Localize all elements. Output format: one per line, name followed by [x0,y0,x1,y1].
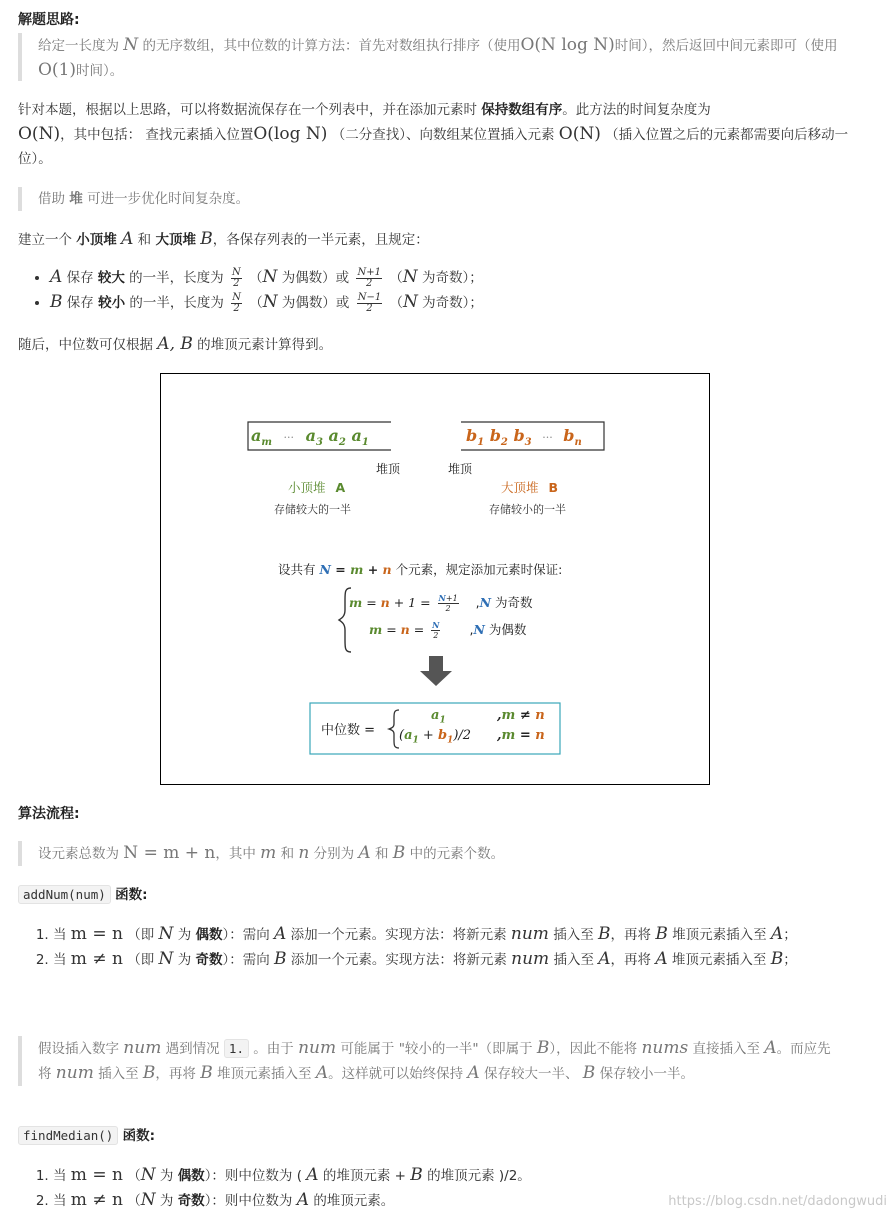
heap-a-top-label: 堆顶 [376,462,401,476]
median-case1-value: $a_1$ [431,708,446,726]
heap-b-desc: 存储较小的一半 [489,503,566,516]
heap-a-items [251,426,391,448]
watermark: https://blog.csdn.net/dadongwudi [668,1194,887,1209]
list-item: 2. 当 m ≠ n （即 N 为 奇数）：需向 B 添加一个元素。实现方法：将新元素 num 插入至 A，再将 A 堆顶元素插入至 B； [53,947,850,972]
blockquote-heap-hint: 借助 堆 可进一步优化时间复杂度。 [18,187,855,211]
blockquote-counts: 设元素总数为 N = m + n，其中 m 和 n 分别为 A 和 B 中的元素个数。 [18,841,855,866]
list-item: 1. 当 m = n （N 为 偶数）：则中位数为 ( A 的堆顶元素 + B 的堆顶元素 )/2。 [53,1163,855,1188]
blockquote-naive-method: 给定一长度为 N 的无序数组，其中位数的计算方法：首先对数组执行排序（使用O(N log N)时间），然后返回中间元素即可（使用O(1)时间）。 [18,33,855,81]
heap-b-ellipsis: ··· [542,431,553,444]
list-item: 1. 当 m = n （即 N 为 偶数）：需向 A 添加一个元素。实现方法：将新元素 num 插入至 B，再将 B 堆顶元素插入至 A； [53,922,850,947]
heap-a-title: 小顶堆 A [288,480,346,495]
heap-b-item: $b_n$ [563,426,582,449]
paragraph-median-from-tops: 随后，中位数可仅根据 A, B 的堆顶元素计算得到。 [18,334,333,354]
list-item: 2. 当 m ≠ n （N 为 奇数）：则中位数为 A 的堆顶元素。 [53,1188,855,1213]
findmedian-code: findMedian() [18,1126,118,1145]
list-item: • B 保存 较小 的一半，长度为 $\frac{N}{2}$ （N 为偶数）或 $\frac{N-1}{2}$ （N 为奇数）； [50,290,855,315]
section-heading: 解题思路: [18,12,80,28]
var-n: n [382,562,392,577]
findmedian-heading: findMedian() 函数: [18,1124,855,1148]
list-item: • A 保存 较大 的一半，长度为 $\frac{N}{2}$ （N 为偶数）或 $\frac{N+1}{2}$ （N 为奇数）； [50,265,855,290]
paragraph-two-heaps: 建立一个 小顶堆 A 和 大顶堆 B，各保存列表的一半元素，且规定： [18,229,429,249]
heap-diagram [160,373,710,785]
median-brace [389,710,399,748]
assumption-line: 设共有 N = m + n 个元素，规定添加元素时保证: [278,562,563,577]
bullet-list [30,265,855,315]
assumption-equation: N = m + n [319,562,392,577]
addnum-code: addNum(num) [18,885,111,904]
addnum-list [33,922,850,972]
var-m: m [350,562,364,577]
blockquote-explanation: 假设插入数字 num 遇到情况 1. 。由于 num 可能属于 "较小的一半"（即属于 B），因此不能将 nums 直接插入至 A。而应先将 num 插入至 B，再将 B 堆顶元素插入至 A。这样就可以始终保持 A 保存较大一半、 B 保存较小一半。 [18,1036,840,1086]
heap-a-ellipsis: ··· [283,431,295,444]
algo-heading: 算法流程: [18,806,80,822]
down-arrow-icon [420,656,452,686]
case-odd: m = n + 1 = $\frac{N+1}{2}$ ,N 为奇数 [349,593,533,613]
paragraph-list-approach: 针对本题，根据以上思路，可以将数据流保存在一个列表中，并在添加元素时 保持数组有序。此方法的时间复杂度为 O(N)，其中包括： 查找元素插入位置O(log N) （二分查找）、向数组某位置插入元素 O(N) （插入位置之后的元素都需要向后移动一位）。 [18,102,849,167]
heap-b-item: $b_3$ [513,426,532,449]
median-case2-cond: ,m = n [497,728,545,743]
median-case2-value: $(a_1 + b_1)/2$ [399,728,472,746]
heap-b-top-label: 堆顶 [448,462,473,476]
heap-b-items [466,426,606,448]
heap-a-item: $a_2$ [328,426,346,449]
heap-b-item: $b_2$ [489,426,508,449]
heap-a-item: $a_m$ [251,426,272,449]
heap-a-desc: 存储较大的一半 [274,503,351,516]
heap-b-title: 大顶堆 B [501,480,559,495]
addnum-heading: addNum(num) 函数: [18,883,855,907]
heap-a-item: $a_1$ [351,426,369,449]
heap-b-item: $b_1$ [466,426,485,449]
case-even: m = n = $\frac{N}{2}$ ,N 为偶数 [369,620,527,640]
var-N: N [319,562,331,577]
median-label: 中位数 = [321,723,376,738]
heap-a-item: $a_3$ [305,426,323,449]
median-case1-cond: ,m ≠ n [497,708,545,723]
case-code: 1. [224,1039,249,1058]
